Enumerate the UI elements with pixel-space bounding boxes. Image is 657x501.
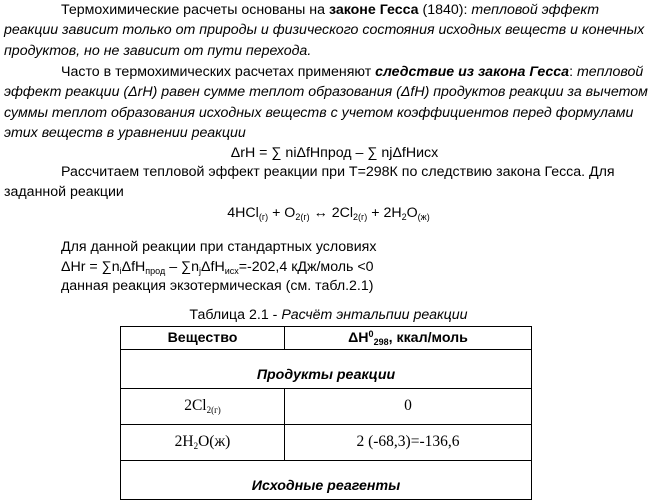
header-dh-sub: 298 <box>373 336 389 347</box>
state-cl2: (г) <box>358 212 368 222</box>
table-header-row <box>121 327 532 350</box>
cl2-sub: 2(г) <box>206 405 221 416</box>
state-hcl: (г) <box>258 212 269 222</box>
p2-colon: : <box>569 64 577 80</box>
h2o-rest: O(ж) <box>198 433 231 451</box>
state-o2: (г) <box>300 212 310 222</box>
product-cl2: ↔ 2Cl <box>309 205 353 221</box>
reactant-o2: + O <box>268 205 296 221</box>
sub-prod: прод <box>145 265 166 276</box>
header-dh: ΔH <box>348 329 369 346</box>
p1-year: (1840): <box>418 2 472 18</box>
o2-index: 2 <box>295 212 301 222</box>
table-row <box>121 425 532 461</box>
df-prod: ΔfH <box>121 258 146 275</box>
caption-prefix: Таблица 2.1 - <box>189 307 282 323</box>
p2-statement: тепловой эффект реакции (ΔrH) равен сумме теплот образования (ΔfH) продуктов реакции за вычетом суммы теплот образования исходных веществ с учетом коэффициентов перед формулами этих веществ в уравнении реакции <box>4 64 648 142</box>
h2o-formula: 2H <box>174 433 194 451</box>
formula-general: ΔrH = ∑ niΔfHпрод – ∑ njΔfHисх <box>230 145 439 161</box>
header-enthalpy <box>285 327 532 350</box>
enthalpy-table <box>120 326 532 500</box>
cell-value-h2o: 2 (-68,3)=-136,6 <box>285 425 532 461</box>
h2o-oxygen: O <box>406 205 418 221</box>
cell-substance-h2o <box>121 425 285 461</box>
sub-isx: исх <box>224 265 239 276</box>
reactant-hcl: 4HCl <box>227 205 259 221</box>
dh-left: ΔHr = ∑n <box>61 258 120 275</box>
conditions-line2 <box>61 257 651 277</box>
paragraph-calculation: Рассчитаем тепловой эффект реакции при Т=298К по следствию закона Гесса. Для заданной реакции <box>4 164 615 201</box>
cell-value-cl2: 0 <box>285 389 532 425</box>
product-h2o: + 2H <box>367 205 402 221</box>
df-isx: ΔfH <box>201 258 225 275</box>
h2o-sub: 2 <box>193 441 199 452</box>
cell-substance-cl2 <box>121 389 285 425</box>
table-row <box>121 389 532 425</box>
cl2-formula: 2Cl <box>184 397 207 415</box>
conditions-block <box>61 237 651 296</box>
header-substance: Вещество <box>121 327 285 350</box>
header-dh-sup: 0 <box>368 328 374 339</box>
p2-lead: Часто в термохимических расчетах применяют <box>61 64 376 80</box>
index-j: j <box>199 265 202 276</box>
table-caption <box>0 305 657 325</box>
p1-lead: Термохимические расчеты основаны на <box>61 2 329 18</box>
section-products: Продукты реакции <box>121 350 532 389</box>
header-dh-unit: , ккал/моль <box>388 329 468 346</box>
p1-statement: тепловой эффект реакции зависит только от природы и физического состояния исходных веществ и конечных продуктов, но не зависит от пути перехода. <box>4 2 645 59</box>
cl2-index: 2 <box>353 212 359 222</box>
section-reagents: Исходные реагенты <box>121 461 532 500</box>
p1-law: законе Гесса <box>328 2 419 18</box>
h2o-index: 2 <box>401 212 407 222</box>
paragraph-hess-law <box>0 0 653 61</box>
minus-sum: – ∑n <box>165 258 200 275</box>
caption-title: Расчёт энтальпии реакции <box>281 307 468 323</box>
dh-result: =-202,4 кДж/моль <0 <box>238 258 374 275</box>
section-row-reagents <box>121 461 532 500</box>
reaction-equation <box>0 203 657 223</box>
conditions-line1: Для данной реакции при стандартных условиях <box>61 239 377 255</box>
p2-corollary: следствие из закона Гесса <box>375 64 570 80</box>
state-h2o: (ж) <box>417 212 430 222</box>
conditions-line3: данная реакция экзотермическая (см. табл.2.1) <box>61 278 374 295</box>
section-row-products <box>121 350 532 389</box>
paragraph-hess-corollary <box>0 62 653 144</box>
index-i: i <box>119 265 122 276</box>
